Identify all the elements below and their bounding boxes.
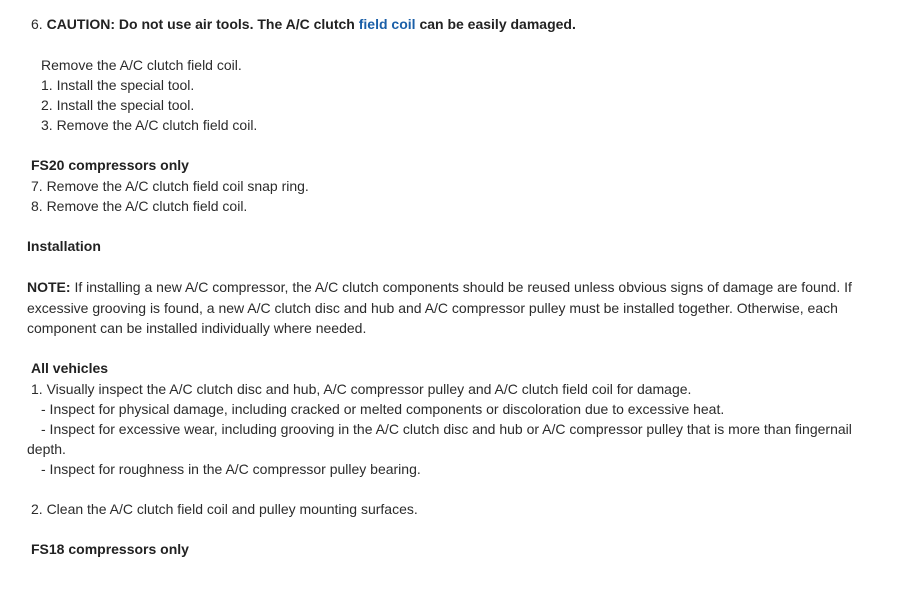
fs20-heading: FS20 compressors only: [31, 157, 189, 173]
caution-line: [31, 14, 576, 34]
note-label: NOTE:: [27, 279, 71, 295]
inspect-roughness: - Inspect for roughness in the A/C compressor pulley bearing.: [41, 461, 421, 477]
inspect-physical-damage: - Inspect for physical damage, including cracked or melted components or discoloration due to excessive heat.: [41, 401, 725, 417]
caution-suffix: can be easily damaged.: [419, 16, 576, 32]
remove-coil-step-2: 2. Install the special tool.: [41, 97, 195, 113]
inspect-excessive-wear: - Inspect for excessive wear, including grooving in the A/C clutch disc and hub or A/C compressor pulley that is more than fingernail: [41, 421, 852, 437]
remove-coil-step-3: 3. Remove the A/C clutch field coil.: [41, 117, 258, 133]
inspect-excessive-wear-cont: depth.: [27, 441, 66, 457]
all-vehicles-step-1: 1. Visually inspect the A/C clutch disc and hub, A/C compressor pulley and A/C clutch field coil for damage.: [31, 381, 692, 397]
remove-coil-step-1: 1. Install the special tool.: [41, 77, 195, 93]
field-coil-link[interactable]: field coil: [358, 16, 416, 32]
fs20-step-7: 7. Remove the A/C clutch field coil snap ring.: [31, 178, 309, 194]
note-text: If installing a new A/C compressor, the A/C clutch components should be reused unless obvious signs of damage are found. If excessive grooving is found, a new A/C clutch disc and hub and A/C compressor pulley must be installed together. Otherwise, each component can be installed individually where needed.: [27, 279, 852, 336]
remove-coil-intro: Remove the A/C clutch field coil.: [41, 57, 242, 73]
step-number: 6.: [31, 16, 43, 32]
caution-text: CAUTION: Do not use air tools. The A/C clutch: [46, 16, 355, 32]
note-paragraph: [27, 277, 887, 339]
fs20-step-8: 8. Remove the A/C clutch field coil.: [31, 198, 248, 214]
installation-heading: Installation: [27, 238, 101, 254]
fs18-heading: FS18 compressors only: [31, 541, 189, 557]
all-vehicles-heading: All vehicles: [31, 360, 109, 376]
all-vehicles-step-2: 2. Clean the A/C clutch field coil and pulley mounting surfaces.: [31, 501, 418, 517]
